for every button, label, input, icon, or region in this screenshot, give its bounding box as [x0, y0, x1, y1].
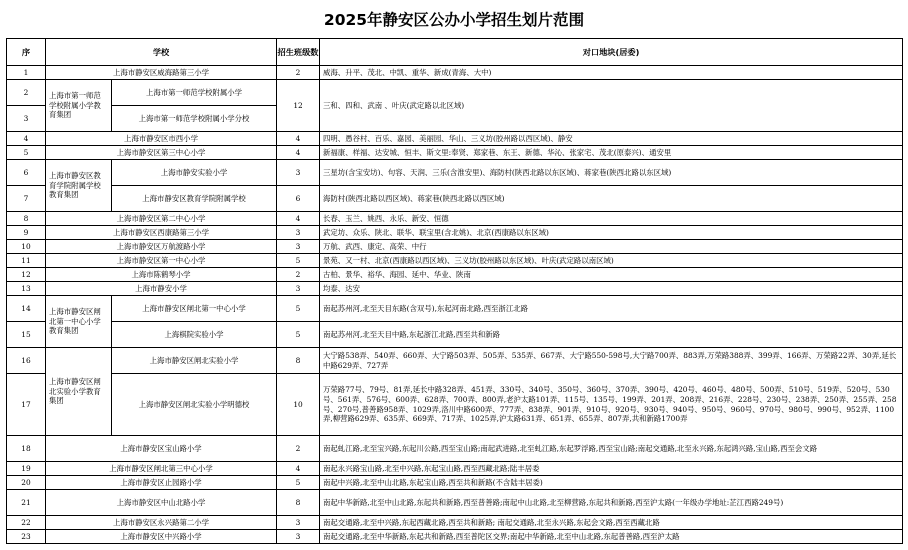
table-row [7, 268, 903, 282]
table-row [7, 530, 903, 544]
class-count: 10 [277, 374, 320, 436]
table-row [7, 282, 903, 296]
catchment-area: 威海、升平、茂北、中凯、重华、新成(青海、大中) [320, 66, 903, 80]
school-name: 上海市静安区第三中心小学 [46, 146, 277, 160]
catchment-area: 万荣路77号、79号、81弄,延长中路328弄、451弄、330号、340号、350号、360号、370弄、390号、420号、460号、480号、500弄、510号、519弄、520号、530号、561弄、576号、600弄、628弄、700弄、800弄,老沪太路101弄、115号、135号、199弄、201弄、208弄、216弄、228号、230号、238弄、250弄、255弄、258号、270号,普善路958弄、1029弄,洛川中路600弄、777弄、838弄、901弄、910号、920号、930号、940号、950号、960号、970号、980号、990号、952弄、1100弄,柳营路629弄、635弄、669弄、717弄、1025弄,沪太路631弄、651弄、655弄、807弄,共和新路1700弄 [320, 374, 903, 436]
class-count: 4 [277, 462, 320, 476]
school-name: 上海市静安小学 [46, 282, 277, 296]
catchment-area: 南起中华新路,北至中山北路,东起共和新路,西至普善路;南起中山北路,北至柳营路,东起共和新路,西至沪太路(一年级办学地址:芷江西路249号) [320, 490, 903, 516]
school-name: 上海市静安区止园路小学 [46, 476, 277, 490]
table-row [7, 476, 903, 490]
catchment-area: 古柏、景华、裕华、海园、延中、华业、陕南 [320, 268, 903, 282]
catchment-area: 海防村(陕西北路以西区域)、蒋家巷(陕西北路以西区域) [320, 186, 903, 212]
table-row [7, 186, 903, 212]
table-row [7, 348, 903, 374]
catchment-area: 新福康、样福、达安城、恒丰、斯文里:奉贤、郑家巷、东王、新德、华沁、张家宅、茂北(原泰兴)、通安里 [320, 146, 903, 160]
class-count: 5 [277, 254, 320, 268]
school-name: 上海市静安区第一中心小学 [46, 254, 277, 268]
row-number: 4 [7, 132, 46, 146]
table-row [7, 296, 903, 322]
row-number: 6 [7, 160, 46, 186]
school-name: 上海市静安区西康路第三小学 [46, 226, 277, 240]
row-number: 18 [7, 436, 46, 462]
school-name: 上海市第一师范学校附属小学分校 [112, 106, 277, 132]
class-count: 3 [277, 160, 320, 186]
row-number: 9 [7, 226, 46, 240]
row-number: 5 [7, 146, 46, 160]
catchment-area: 景苑、又一村、北京(西康路以西区域)、三义坊(胶州路以东区域)、叶庆(武定路以南区域) [320, 254, 903, 268]
catchment-area: 南起中兴路,北至中山北路,东起宝山路,西至共和新路(不含陆丰居委) [320, 476, 903, 490]
catchment-area: 三和、四和、武南 、叶庆(武定路以北区域) [320, 80, 903, 132]
school-name: 上海市静安区中兴路小学 [46, 530, 277, 544]
catchment-area: 万航、武西、康定、高荣、中行 [320, 240, 903, 254]
class-count: 3 [277, 240, 320, 254]
table-row [7, 212, 903, 226]
catchment-area: 南起苏州河,北至天目东路(含双号),东起河南北路,西至浙江北路 [320, 296, 903, 322]
catchment-area: 武定坊、众乐、陕北、联华、联宝里(含北姚)、北京(西康路以东区域) [320, 226, 903, 240]
school-name: 上海市静安区市西小学 [46, 132, 277, 146]
row-number: 14 [7, 296, 46, 322]
row-number: 23 [7, 530, 46, 544]
row-number: 8 [7, 212, 46, 226]
school-name: 上海市静安区闸北实验小学明德校 [112, 374, 277, 436]
catchment-area: 四明、愚谷村、百乐、嘉园、美丽园、华山、三义坊(胶州路以西区域)、静安 [320, 132, 903, 146]
school-name: 上海市静安区闸北第三中心小学 [46, 462, 277, 476]
col-header-area: 对口地块(居委) [320, 39, 903, 66]
school-name: 上海市第一师范学校附属小学 [112, 80, 277, 106]
table-row [7, 146, 903, 160]
school-name: 上海市静安区宝山路小学 [46, 436, 277, 462]
catchment-area: 南起永兴路宝山路,北至中兴路,东起宝山路,西至西藏北路;陆丰居委 [320, 462, 903, 476]
row-number: 7 [7, 186, 46, 212]
class-count: 3 [277, 530, 320, 544]
catchment-area: 南起虬江路,北至宝兴路,东起川公路,西至宝山路;南起武进路,北至虬江路,东起罗浮路,西至宝山路;南起交通路,北至永兴路,东起鸿兴路,宝山路,西至会文路 [320, 436, 903, 462]
catchment-area: 南起苏州河,北至天目中路,东起浙江北路,西至共和新路 [320, 322, 903, 348]
row-number: 16 [7, 348, 46, 374]
school-name: 上海市静安区万航渡路小学 [46, 240, 277, 254]
class-count: 3 [277, 516, 320, 530]
class-count: 2 [277, 66, 320, 80]
enrollment-table [6, 38, 903, 544]
table-row [7, 226, 903, 240]
school-name: 上海市静安区威海路第三小学 [46, 66, 277, 80]
table-row [7, 462, 903, 476]
table-row [7, 516, 903, 530]
catchment-area: 南起交通路,北至中兴路,东起西藏北路,西至共和新路; 南起交通路,北至永兴路,东起会文路,西至西藏北路 [320, 516, 903, 530]
table-row [7, 322, 903, 348]
school-name: 上海市静安区中山北路小学 [46, 490, 277, 516]
row-number: 17 [7, 374, 46, 436]
education-group: 上海市静安区闸北实验小学教育集团 [46, 348, 112, 436]
table-row [7, 490, 903, 516]
class-count: 5 [277, 476, 320, 490]
class-count: 5 [277, 296, 320, 322]
row-number: 22 [7, 516, 46, 530]
catchment-area: 三星坊(含宝安坊)、句容、天润、三乐(含淮安里)、海防村(陕西北路以东区域)、蒋家巷(陕西北路以东区域) [320, 160, 903, 186]
col-header-no: 序 [7, 39, 46, 66]
row-number: 15 [7, 322, 46, 348]
education-group: 上海市第一师范学校附属小学教育集团 [46, 80, 112, 132]
school-name: 上海市陈鹤琴小学 [46, 268, 277, 282]
row-number: 13 [7, 282, 46, 296]
school-name: 上海市静安区闸北实验小学 [112, 348, 277, 374]
col-header-school: 学校 [46, 39, 277, 66]
class-count: 5 [277, 322, 320, 348]
row-number: 12 [7, 268, 46, 282]
class-count: 2 [277, 268, 320, 282]
class-count: 4 [277, 146, 320, 160]
class-count: 4 [277, 212, 320, 226]
row-number: 11 [7, 254, 46, 268]
school-name: 上海市静安区永兴路第二小学 [46, 516, 277, 530]
class-count: 8 [277, 348, 320, 374]
table-row [7, 436, 903, 462]
education-group: 上海市静安区闸北第一中心小学教育集团 [46, 296, 112, 348]
catchment-area: 大宁路538弄、540弄、660弄、大宁路503弄、505弄、535弄、667弄、大宁路550-598号,大宁路700弄、883弄,万荣路388弄、399弄、166弄、万荣路22弄、30弄,延长中路629弄、727弄 [320, 348, 903, 374]
class-count: 4 [277, 132, 320, 146]
school-name: 上海市静安区闸北第一中心小学 [112, 296, 277, 322]
school-name: 上海棋院实验小学 [112, 322, 277, 348]
education-group: 上海市静安区教育学院附属学校教育集团 [46, 160, 112, 212]
table-row [7, 374, 903, 436]
class-count: 12 [277, 80, 320, 132]
class-count: 6 [277, 186, 320, 212]
catchment-area: 均泰、达安 [320, 282, 903, 296]
document-title: 2025年静安区公办小学招生划片范围 [323, 11, 585, 29]
row-number: 20 [7, 476, 46, 490]
row-number: 1 [7, 66, 46, 80]
table-row [7, 66, 903, 80]
col-header-classes: 招生班级数 [277, 39, 320, 66]
row-number: 19 [7, 462, 46, 476]
table-row [7, 80, 903, 106]
class-count: 8 [277, 490, 320, 516]
table-row [7, 240, 903, 254]
school-name: 上海市静安区教育学院附属学校 [112, 186, 277, 212]
table-row [7, 160, 903, 186]
row-number: 10 [7, 240, 46, 254]
class-count: 3 [277, 282, 320, 296]
catchment-area: 长春、玉兰、姚西、永乐、新安、恒德 [320, 212, 903, 226]
class-count: 3 [277, 226, 320, 240]
row-number: 3 [7, 106, 46, 132]
class-count: 2 [277, 436, 320, 462]
row-number: 21 [7, 490, 46, 516]
header-row [7, 39, 903, 66]
table-row [7, 254, 903, 268]
catchment-area: 南起交通路,北至中华新路,东起共和新路,西至普陀区交界;南起中华新路,北至中山北路,东起普善路,西至沪太路 [320, 530, 903, 544]
school-name: 上海市静安区第二中心小学 [46, 212, 277, 226]
table-row [7, 132, 903, 146]
school-name: 上海市静安实验小学 [112, 160, 277, 186]
row-number: 2 [7, 80, 46, 106]
